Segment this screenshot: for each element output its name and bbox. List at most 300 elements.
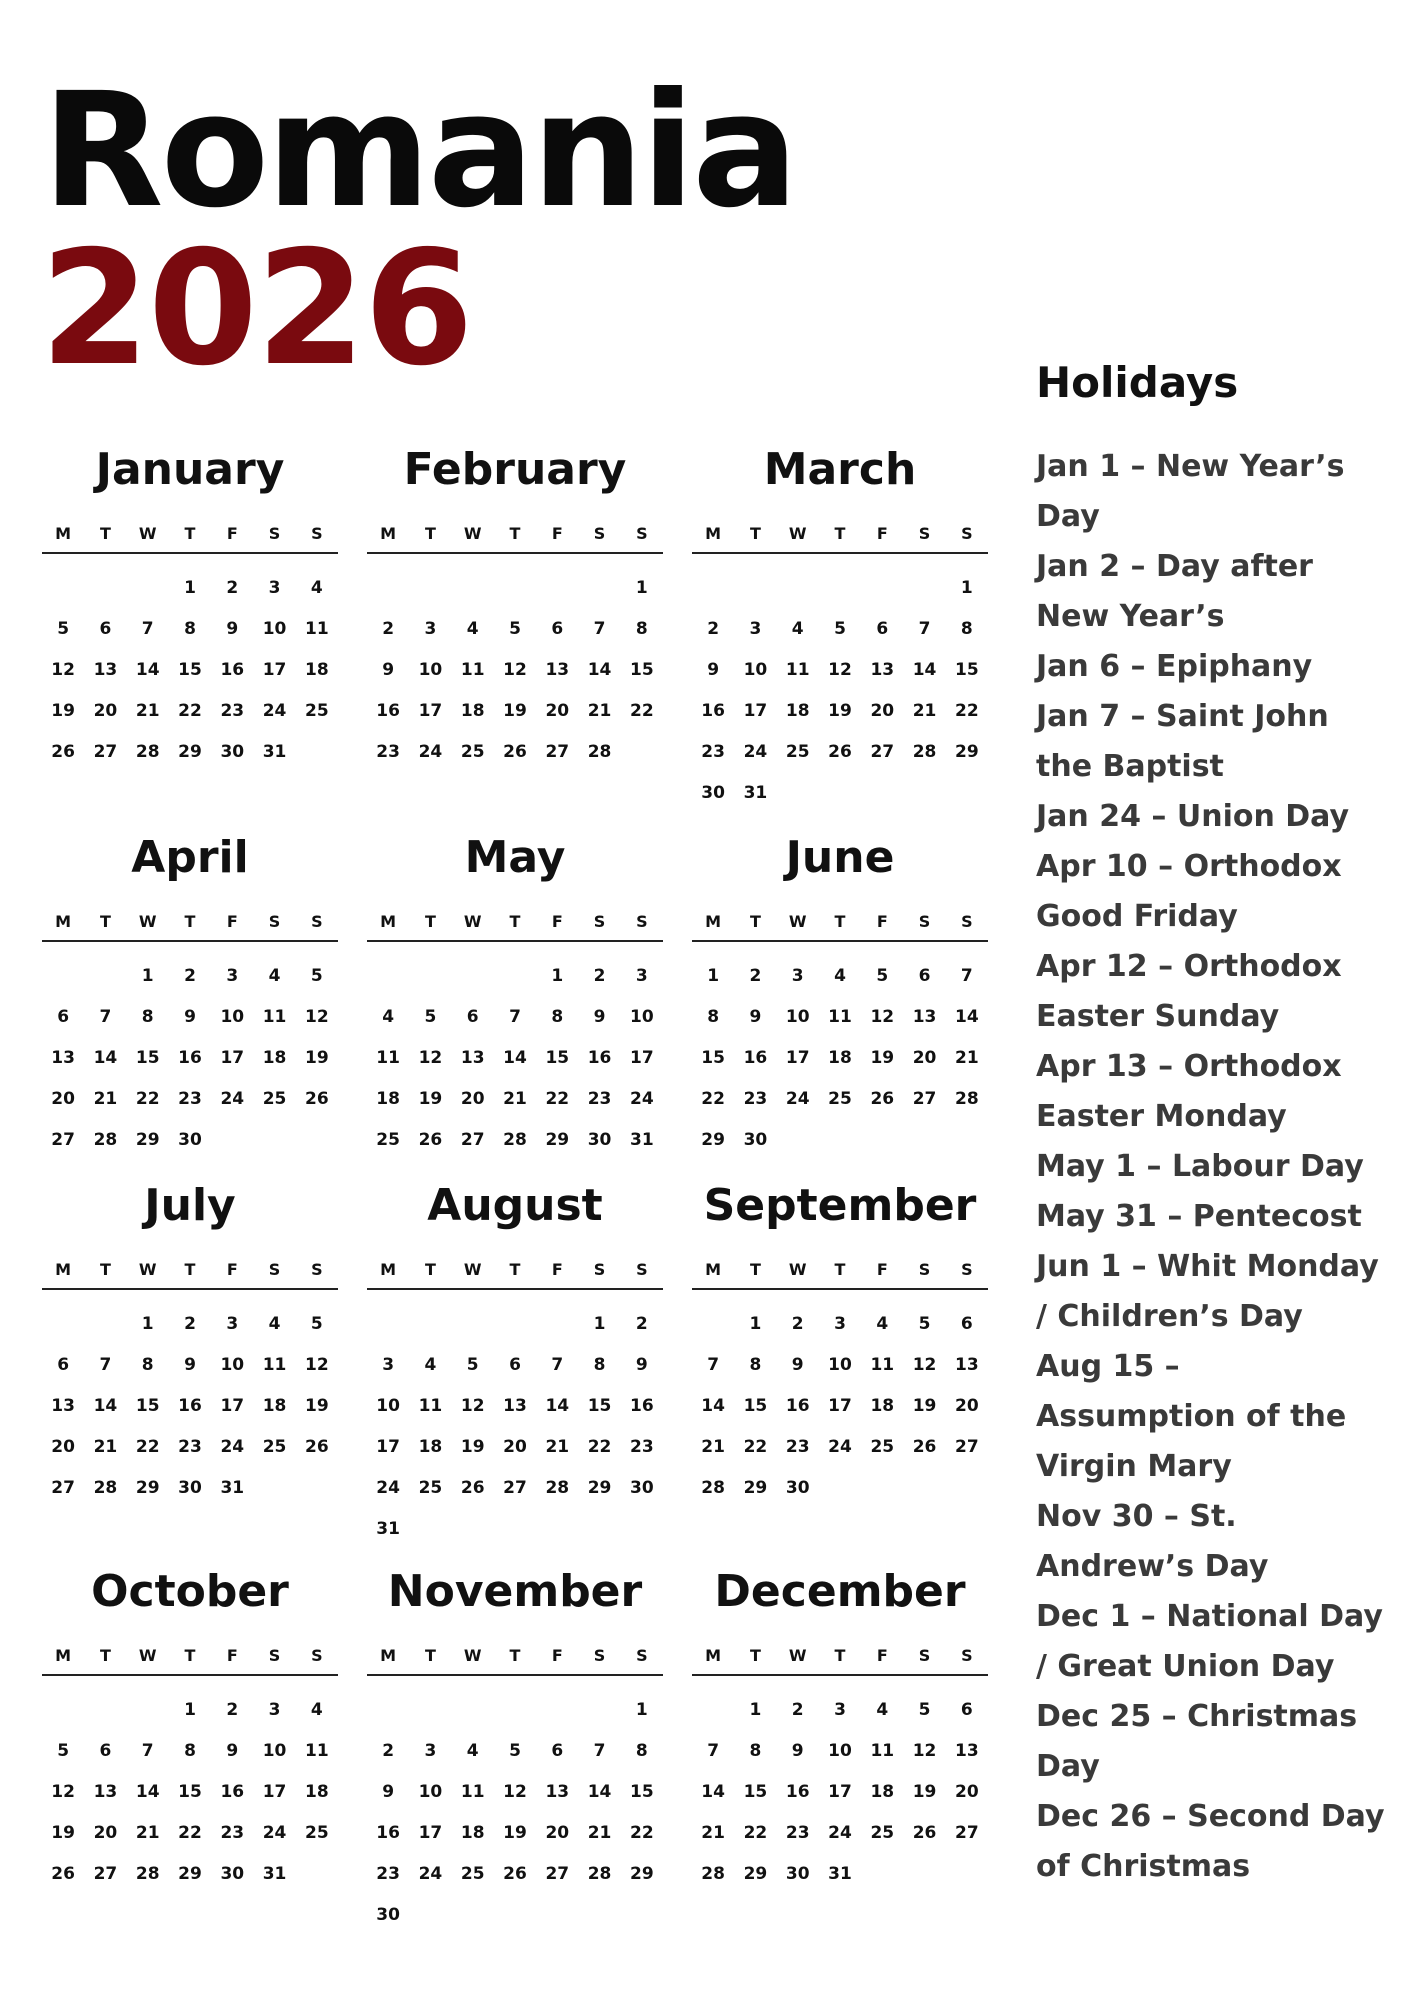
day-cell: 2 — [791, 1314, 804, 1334]
day-cell: 15 — [135, 1396, 160, 1416]
month-august — [367, 1180, 663, 1550]
weekday-header — [367, 1648, 663, 1676]
weekday-label: T — [184, 524, 196, 543]
empty-day-cell — [536, 1690, 578, 1731]
weekday-label: S — [918, 912, 931, 931]
day-cell: 17 — [418, 1823, 443, 1843]
weekday-label: S — [961, 524, 973, 543]
day-cell: 18 — [460, 701, 485, 721]
day-cell: 17 — [785, 1048, 810, 1068]
day-cell: 17 — [220, 1048, 245, 1068]
days-grid — [42, 956, 338, 1161]
day-cell: 8 — [141, 1355, 154, 1375]
day-cell: 23 — [630, 1437, 654, 1457]
day-cell: 1 — [141, 966, 154, 986]
day-cell: 26 — [828, 742, 852, 762]
empty-day-cell — [409, 956, 451, 997]
month-name: September — [703, 1180, 977, 1231]
day-cell: 13 — [912, 1007, 937, 1027]
days-grid — [367, 568, 663, 773]
day-cell: 26 — [870, 1089, 895, 1109]
weekday-label: S — [593, 1646, 606, 1665]
day-cell: 30 — [587, 1130, 612, 1150]
day-cell: 19 — [418, 1089, 443, 1109]
empty-day-cell — [861, 568, 903, 609]
day-cell: 15 — [743, 1782, 768, 1802]
day-cell: 18 — [460, 1823, 485, 1843]
day-cell: 21 — [701, 1437, 725, 1457]
month-name: January — [95, 444, 285, 495]
month-name: August — [427, 1180, 603, 1231]
day-cell: 22 — [135, 1437, 160, 1457]
day-cell: 14 — [587, 660, 612, 680]
empty-day-cell — [734, 568, 776, 609]
day-cell: 12 — [503, 1782, 527, 1802]
day-cell: 4 — [382, 1007, 395, 1027]
day-cell: 6 — [960, 1700, 973, 1720]
day-cell: 29 — [955, 742, 979, 762]
weekday-label: S — [593, 912, 606, 931]
weekday-label: F — [876, 1646, 888, 1665]
weekday-label: T — [184, 1260, 196, 1279]
day-cell: 12 — [418, 1048, 443, 1068]
day-cell: 17 — [376, 1437, 400, 1457]
day-cell: 4 — [876, 1314, 889, 1334]
days-grid — [692, 568, 988, 814]
day-cell: 7 — [707, 1741, 720, 1761]
day-cell: 24 — [828, 1437, 852, 1457]
day-cell: 17 — [630, 1048, 654, 1068]
day-cell: 20 — [955, 1782, 979, 1802]
day-cell: 31 — [743, 783, 768, 803]
empty-day-cell — [777, 568, 819, 609]
empty-day-cell — [452, 1304, 494, 1345]
month-name: November — [387, 1566, 643, 1617]
weekday-label: T — [184, 1646, 196, 1665]
day-cell: 15 — [630, 1782, 654, 1802]
day-cell: 16 — [630, 1396, 654, 1416]
days-grid — [692, 956, 988, 1161]
day-cell: 5 — [918, 1314, 931, 1334]
day-cell: 10 — [743, 660, 768, 680]
day-cell: 28 — [93, 1478, 118, 1498]
day-cell: 2 — [226, 1700, 239, 1720]
day-cell: 16 — [220, 660, 245, 680]
empty-day-cell — [42, 956, 84, 997]
empty-day-cell — [903, 568, 945, 609]
day-cell: 3 — [268, 578, 281, 598]
day-cell: 21 — [912, 701, 937, 721]
weekday-label: M — [380, 912, 397, 931]
month-october — [42, 1566, 338, 1895]
month-name: October — [91, 1566, 289, 1617]
weekday-label: M — [380, 524, 397, 543]
day-cell: 14 — [135, 1782, 160, 1802]
day-cell: 3 — [268, 1700, 281, 1720]
day-cell: 17 — [262, 1782, 287, 1802]
weekday-header — [692, 1648, 988, 1676]
day-cell: 24 — [376, 1478, 400, 1498]
day-cell: 24 — [262, 1823, 287, 1843]
day-cell: 11 — [460, 660, 485, 680]
holidays-panel — [1036, 358, 1386, 1892]
day-cell: 4 — [876, 1700, 889, 1720]
day-cell: 6 — [99, 1741, 112, 1761]
day-cell: 25 — [262, 1437, 287, 1457]
day-cell: 20 — [51, 1089, 75, 1109]
day-cell: 15 — [178, 1782, 202, 1802]
day-cell: 2 — [791, 1700, 804, 1720]
day-cell: 11 — [262, 1007, 287, 1027]
holiday-item: Dec 25 – Christmas Day — [1036, 1699, 1358, 1784]
weekday-label: F — [876, 912, 888, 931]
weekday-label: T — [509, 524, 521, 543]
day-cell: 27 — [51, 1130, 75, 1150]
month-june — [692, 832, 988, 1161]
empty-day-cell — [692, 568, 734, 609]
day-cell: 30 — [785, 1478, 810, 1498]
day-cell: 28 — [587, 1864, 612, 1884]
day-cell: 31 — [262, 1864, 287, 1884]
day-cell: 2 — [184, 966, 196, 986]
day-cell: 21 — [93, 1437, 118, 1457]
weekday-header — [42, 526, 338, 554]
day-cell: 16 — [220, 1782, 245, 1802]
weekday-header — [42, 914, 338, 942]
day-cell: 25 — [262, 1089, 287, 1109]
day-cell: 22 — [630, 1823, 654, 1843]
holidays-title: Holidays — [1036, 358, 1239, 407]
day-cell: 27 — [503, 1478, 527, 1498]
day-cell: 9 — [184, 1007, 196, 1027]
days-grid — [692, 1690, 988, 1895]
day-cell: 12 — [460, 1396, 485, 1416]
weekday-label: S — [636, 912, 648, 931]
day-cell: 19 — [460, 1437, 485, 1457]
day-cell: 26 — [51, 1864, 75, 1884]
day-cell: 29 — [135, 1478, 160, 1498]
day-cell: 16 — [785, 1782, 810, 1802]
weekday-label: W — [463, 1260, 482, 1279]
weekday-label: S — [636, 1260, 648, 1279]
weekday-label: T — [749, 524, 761, 543]
day-cell: 14 — [701, 1396, 725, 1416]
weekday-label: F — [551, 1646, 563, 1665]
holiday-item: Jun 1 – Whit Monday / Children’s Day — [1036, 1249, 1379, 1334]
day-cell: 11 — [870, 1741, 895, 1761]
day-cell: 10 — [418, 660, 443, 680]
empty-day-cell — [367, 1690, 409, 1731]
country-title: Romania — [42, 59, 796, 243]
day-cell: 10 — [220, 1355, 245, 1375]
days-grid — [42, 1304, 338, 1509]
day-cell: 30 — [630, 1478, 654, 1498]
holiday-item: May 31 – Pentecost — [1036, 1199, 1362, 1234]
day-cell: 5 — [918, 1700, 931, 1720]
day-cell: 20 — [545, 1823, 570, 1843]
month-december — [692, 1566, 988, 1895]
day-cell: 28 — [545, 1478, 570, 1498]
day-cell: 11 — [870, 1355, 895, 1375]
day-cell: 10 — [828, 1741, 852, 1761]
day-cell: 14 — [545, 1396, 570, 1416]
empty-day-cell — [367, 956, 409, 997]
weekday-label: T — [424, 1260, 436, 1279]
day-cell: 16 — [743, 1048, 768, 1068]
empty-day-cell — [536, 1304, 578, 1345]
day-cell: 19 — [305, 1048, 329, 1068]
day-cell: 19 — [870, 1048, 895, 1068]
day-cell: 18 — [870, 1396, 895, 1416]
day-cell: 29 — [743, 1478, 768, 1498]
day-cell: 28 — [135, 742, 160, 762]
day-cell: 19 — [503, 701, 527, 721]
day-cell: 6 — [509, 1355, 521, 1375]
empty-day-cell — [692, 1690, 734, 1731]
day-cell: 25 — [870, 1437, 895, 1457]
weekday-label: T — [424, 912, 436, 931]
day-cell: 28 — [701, 1478, 725, 1498]
month-april — [42, 832, 338, 1161]
day-cell: 13 — [51, 1048, 75, 1068]
weekday-header — [367, 526, 663, 554]
day-cell: 21 — [93, 1089, 118, 1109]
day-cell: 5 — [834, 619, 846, 639]
empty-day-cell — [494, 568, 536, 609]
day-cell: 29 — [743, 1864, 768, 1884]
month-february — [367, 444, 663, 773]
weekday-label: T — [749, 1646, 761, 1665]
weekday-label: M — [380, 1646, 397, 1665]
day-cell: 7 — [551, 1355, 564, 1375]
weekday-label: S — [961, 912, 973, 931]
day-cell: 9 — [226, 619, 239, 639]
day-cell: 1 — [593, 1314, 606, 1334]
empty-day-cell — [409, 1690, 451, 1731]
weekday-label: F — [551, 1260, 563, 1279]
day-cell: 27 — [93, 742, 118, 762]
weekday-label: M — [380, 1260, 397, 1279]
day-cell: 23 — [220, 1823, 245, 1843]
weekday-header — [692, 914, 988, 942]
day-cell: 23 — [178, 1089, 202, 1109]
empty-day-cell — [42, 1304, 84, 1345]
weekday-label: T — [424, 524, 436, 543]
day-cell: 26 — [503, 742, 527, 762]
day-cell: 16 — [785, 1396, 810, 1416]
day-cell: 17 — [828, 1782, 852, 1802]
weekday-label: T — [834, 912, 846, 931]
day-cell: 22 — [178, 701, 202, 721]
weekday-label: T — [184, 912, 196, 931]
day-cell: 12 — [912, 1741, 937, 1761]
weekday-header — [692, 1262, 988, 1290]
day-cell: 31 — [630, 1130, 654, 1150]
weekday-label: T — [99, 912, 111, 931]
day-cell: 15 — [701, 1048, 725, 1068]
day-cell: 26 — [460, 1478, 485, 1498]
weekday-label: T — [509, 1646, 521, 1665]
weekday-label: S — [636, 524, 648, 543]
day-cell: 3 — [382, 1355, 395, 1375]
weekday-label: M — [55, 1646, 72, 1665]
holiday-item: Nov 30 – St. Andrew’s Day — [1036, 1499, 1269, 1584]
day-cell: 29 — [545, 1130, 570, 1150]
day-cell: 28 — [93, 1130, 118, 1150]
day-cell: 8 — [184, 1741, 196, 1761]
day-cell: 25 — [828, 1089, 852, 1109]
day-cell: 16 — [376, 701, 400, 721]
weekday-header — [42, 1262, 338, 1290]
day-cell: 11 — [785, 660, 810, 680]
day-cell: 15 — [135, 1048, 160, 1068]
day-cell: 9 — [593, 1007, 606, 1027]
empty-day-cell — [367, 1304, 409, 1345]
day-cell: 5 — [57, 1741, 70, 1761]
day-cell: 17 — [743, 701, 768, 721]
day-cell: 31 — [828, 1864, 852, 1884]
empty-day-cell — [452, 956, 494, 997]
day-cell: 1 — [184, 1700, 196, 1720]
weekday-label: S — [918, 1646, 931, 1665]
day-cell: 15 — [743, 1396, 768, 1416]
day-cell: 22 — [545, 1089, 570, 1109]
empty-day-cell — [84, 1304, 126, 1345]
day-cell: 23 — [587, 1089, 612, 1109]
day-cell: 12 — [828, 660, 852, 680]
day-cell: 27 — [460, 1130, 485, 1150]
day-cell: 24 — [262, 701, 287, 721]
day-cell: 6 — [551, 619, 564, 639]
day-cell: 18 — [262, 1048, 287, 1068]
weekday-label: M — [705, 912, 722, 931]
day-cell: 7 — [918, 619, 931, 639]
day-cell: 24 — [785, 1089, 810, 1109]
weekday-label: W — [138, 1646, 157, 1665]
day-cell: 30 — [376, 1905, 400, 1925]
day-cell: 29 — [587, 1478, 612, 1498]
day-cell: 21 — [955, 1048, 979, 1068]
month-name: December — [714, 1566, 966, 1617]
empty-day-cell — [84, 956, 126, 997]
day-cell: 13 — [503, 1396, 527, 1416]
day-cell: 17 — [828, 1396, 852, 1416]
weekday-label: T — [749, 912, 761, 931]
day-cell: 18 — [828, 1048, 852, 1068]
day-cell: 26 — [503, 1864, 527, 1884]
weekday-header — [367, 914, 663, 942]
day-cell: 22 — [701, 1089, 725, 1109]
day-cell: 3 — [834, 1700, 846, 1720]
day-cell: 20 — [51, 1437, 75, 1457]
day-cell: 5 — [57, 619, 70, 639]
day-cell: 9 — [707, 660, 720, 680]
day-cell: 13 — [93, 660, 118, 680]
weekday-label: W — [138, 524, 157, 543]
day-cell: 22 — [178, 1823, 202, 1843]
day-cell: 1 — [141, 1314, 154, 1334]
day-cell: 30 — [220, 1864, 245, 1884]
day-cell: 4 — [310, 1700, 323, 1720]
day-cell: 11 — [305, 619, 329, 639]
weekday-label: S — [311, 1260, 323, 1279]
day-cell: 27 — [545, 1864, 570, 1884]
day-cell: 2 — [382, 619, 395, 639]
day-cell: 4 — [466, 619, 479, 639]
day-cell: 27 — [93, 1864, 118, 1884]
day-cell: 10 — [262, 1741, 287, 1761]
weekday-label: S — [593, 1260, 606, 1279]
day-cell: 3 — [791, 966, 804, 986]
day-cell: 20 — [545, 701, 570, 721]
weekday-label: T — [424, 1646, 436, 1665]
day-cell: 27 — [912, 1089, 937, 1109]
day-cell: 4 — [310, 578, 323, 598]
day-cell: 3 — [635, 966, 648, 986]
day-cell: 8 — [635, 619, 648, 639]
empty-day-cell — [409, 568, 451, 609]
day-cell: 23 — [376, 742, 400, 762]
day-cell: 24 — [220, 1089, 245, 1109]
day-cell: 30 — [743, 1130, 768, 1150]
day-cell: 18 — [305, 1782, 329, 1802]
day-cell: 30 — [785, 1864, 810, 1884]
day-cell: 21 — [701, 1823, 725, 1843]
day-cell: 28 — [912, 742, 937, 762]
empty-day-cell — [536, 568, 578, 609]
day-cell: 19 — [305, 1396, 329, 1416]
weekday-label: S — [311, 524, 323, 543]
day-cell: 27 — [545, 742, 570, 762]
holiday-item: May 1 – Labour Day — [1036, 1149, 1364, 1184]
day-cell: 10 — [376, 1396, 400, 1416]
day-cell: 20 — [912, 1048, 937, 1068]
day-cell: 21 — [545, 1437, 570, 1457]
day-cell: 23 — [376, 1864, 400, 1884]
day-cell: 23 — [785, 1823, 810, 1843]
day-cell: 5 — [466, 1355, 479, 1375]
days-grid — [42, 568, 338, 773]
day-cell: 6 — [918, 966, 931, 986]
day-cell: 17 — [220, 1396, 245, 1416]
weekday-label: S — [311, 912, 323, 931]
day-cell: 5 — [509, 1741, 521, 1761]
empty-day-cell — [819, 568, 861, 609]
day-cell: 24 — [630, 1089, 654, 1109]
month-january — [42, 444, 338, 773]
day-cell: 15 — [178, 660, 202, 680]
days-grid — [367, 1690, 663, 1936]
day-cell: 13 — [955, 1355, 979, 1375]
day-cell: 12 — [912, 1355, 937, 1375]
holiday-item: Aug 15 – Assumption of the Virgin Mary — [1036, 1349, 1347, 1484]
day-cell: 18 — [418, 1437, 443, 1457]
day-cell: 10 — [220, 1007, 245, 1027]
day-cell: 8 — [141, 1007, 154, 1027]
weekday-label: F — [551, 524, 563, 543]
day-cell: 6 — [466, 1007, 479, 1027]
empty-day-cell — [409, 1304, 451, 1345]
day-cell: 9 — [791, 1741, 804, 1761]
day-cell: 18 — [262, 1396, 287, 1416]
day-cell: 5 — [509, 619, 521, 639]
day-cell: 10 — [630, 1007, 654, 1027]
weekday-label: T — [834, 1646, 846, 1665]
day-cell: 1 — [635, 1700, 648, 1720]
day-cell: 13 — [460, 1048, 485, 1068]
empty-day-cell — [578, 568, 620, 609]
day-cell: 21 — [587, 1823, 612, 1843]
